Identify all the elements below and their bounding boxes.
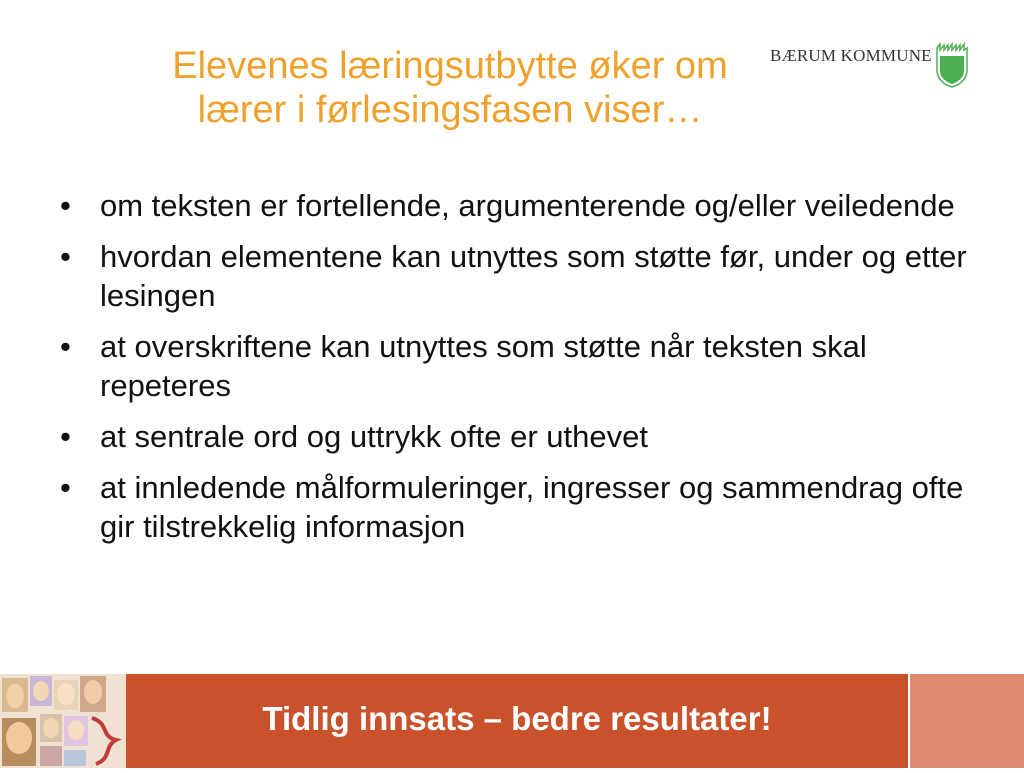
footer-tagline: Tidlig innsats – bedre resultater!: [262, 700, 772, 737]
bullet-marker: •: [60, 419, 71, 454]
footer-accent-block: [910, 674, 1024, 768]
bullet-marker: •: [60, 239, 71, 274]
bullet-marker: •: [60, 329, 71, 364]
bullet-text: hvordan elementene kan utnyttes som støtte før, under og etter lesingen: [100, 239, 967, 313]
title-line-2: lærer i førlesingsfasen viser…: [197, 89, 703, 131]
slide-title: [100, 44, 800, 132]
coat-of-arms-icon: [934, 42, 970, 88]
bullet-text: at overskriftene kan utnyttes som støtte når teksten skal repeteres: [100, 329, 867, 403]
bullet-marker: •: [60, 188, 71, 223]
logo-text: BÆRUM KOMMUNE: [770, 46, 932, 65]
title-line-1: Elevenes læringsutbytte øker om: [172, 45, 728, 87]
bullet-item: [56, 327, 976, 405]
bullet-text: at innledende målformuleringer, ingresser og sammendrag ofte gir tilstrekkelig informasjon: [100, 470, 964, 544]
bullet-text: at sentrale ord og uttrykk ofte er uthevet: [100, 419, 648, 454]
footer-tagline-band: [126, 674, 908, 768]
bullet-item: [56, 468, 976, 546]
bullet-text: om teksten er fortellende, argumenterende og/eller veiledende: [100, 188, 955, 223]
collage-image: [0, 674, 126, 768]
bullet-list: [56, 186, 976, 558]
children-drawings-collage: [0, 674, 126, 768]
footer-bar: [0, 674, 1024, 768]
bullet-item: [56, 417, 976, 456]
bullet-item: [56, 237, 976, 315]
bullet-item: [56, 186, 976, 225]
baerum-kommune-logo: [770, 42, 970, 88]
bullet-marker: •: [60, 470, 71, 505]
